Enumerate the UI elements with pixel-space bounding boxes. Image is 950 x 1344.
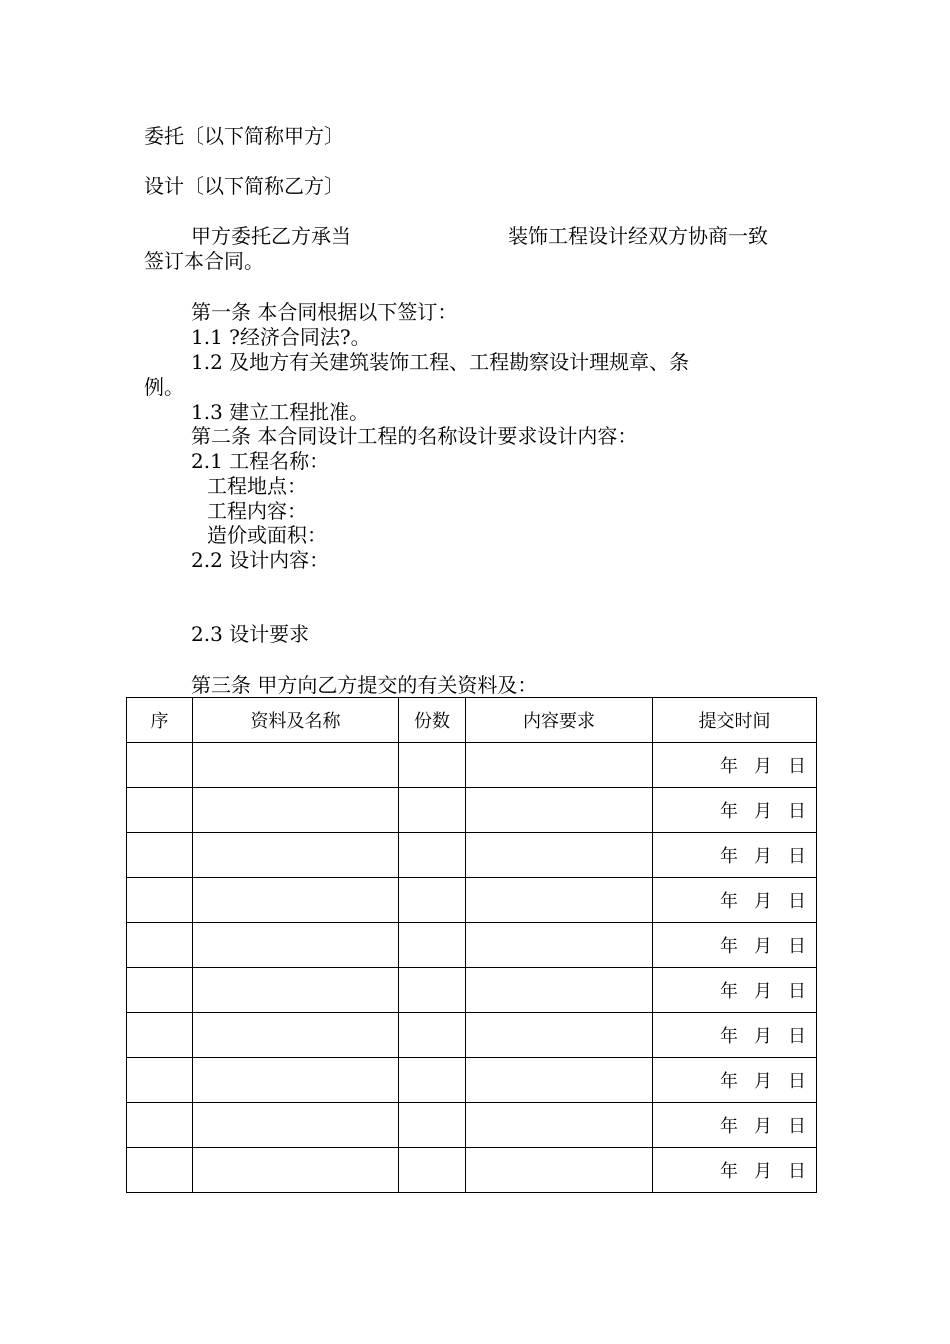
date-month: 月 <box>754 846 772 867</box>
cell-copies[interactable] <box>399 878 466 923</box>
table-header-row <box>127 698 817 743</box>
cell-seq[interactable] <box>127 878 193 923</box>
cell-name[interactable] <box>193 968 399 1013</box>
item-1-2: 1.2 及地方有关建筑装饰工程、工程勘察设计理规章、条 <box>191 350 690 374</box>
cell-name[interactable] <box>193 1013 399 1058</box>
date-year: 年 <box>720 846 738 867</box>
cell-date[interactable] <box>653 1058 817 1103</box>
table-row <box>127 833 817 878</box>
materials-table <box>126 697 817 1193</box>
cell-requirements[interactable] <box>466 788 653 833</box>
article2-title: 第二条 本合同设计工程的名称设计要求设计内容： <box>191 424 638 448</box>
cell-name[interactable] <box>193 788 399 833</box>
date-year: 年 <box>720 756 738 777</box>
item-content: 工程内容： <box>207 499 307 523</box>
date-year: 年 <box>720 891 738 912</box>
date-day: 日 <box>788 846 806 867</box>
cell-seq[interactable] <box>127 1148 193 1193</box>
item-location: 工程地点： <box>207 474 307 498</box>
header-copies: 份数 <box>399 698 466 743</box>
cell-requirements[interactable] <box>466 1013 653 1058</box>
party-a-line: 委托〔以下简称甲方〕 <box>144 124 344 148</box>
item-cost: 造价或面积： <box>207 523 327 547</box>
date-year: 年 <box>720 936 738 957</box>
cell-seq[interactable] <box>127 743 193 788</box>
table-row <box>127 923 817 968</box>
item-2-3: 2.3 设计要求 <box>191 622 310 646</box>
cell-date[interactable] <box>653 788 817 833</box>
table-row <box>127 1013 817 1058</box>
table-row <box>127 788 817 833</box>
cell-seq[interactable] <box>127 1058 193 1103</box>
date-month: 月 <box>754 936 772 957</box>
date-day: 日 <box>788 1071 806 1092</box>
cell-date[interactable] <box>653 1148 817 1193</box>
header-seq: 序 <box>127 698 193 743</box>
header-requirements: 内容要求 <box>466 698 653 743</box>
date-day: 日 <box>788 801 806 822</box>
date-month: 月 <box>754 1071 772 1092</box>
cell-requirements[interactable] <box>466 1058 653 1103</box>
cell-name[interactable] <box>193 878 399 923</box>
date-day: 日 <box>788 1026 806 1047</box>
cell-copies[interactable] <box>399 788 466 833</box>
item-1-3: 1.3 建立工程批准。 <box>191 400 370 424</box>
cell-copies[interactable] <box>399 923 466 968</box>
cell-date[interactable] <box>653 833 817 878</box>
date-day: 日 <box>788 756 806 777</box>
intro-line2: 签订本合同。 <box>144 249 264 273</box>
cell-name[interactable] <box>193 743 399 788</box>
date-month: 月 <box>754 801 772 822</box>
article3-title: 第三条 甲方向乙方提交的有关资料及： <box>191 673 538 697</box>
cell-copies[interactable] <box>399 833 466 878</box>
cell-date[interactable] <box>653 923 817 968</box>
table-row <box>127 743 817 788</box>
cell-requirements[interactable] <box>466 878 653 923</box>
cell-name[interactable] <box>193 1103 399 1148</box>
date-day: 日 <box>788 1116 806 1137</box>
cell-date[interactable] <box>653 968 817 1013</box>
table-row <box>127 878 817 923</box>
cell-requirements[interactable] <box>466 923 653 968</box>
date-month: 月 <box>754 756 772 777</box>
date-day: 日 <box>788 1161 806 1182</box>
article1-title: 第一条 本合同根据以下签订： <box>191 300 458 324</box>
cell-name[interactable] <box>193 923 399 968</box>
cell-copies[interactable] <box>399 1058 466 1103</box>
cell-name[interactable] <box>193 833 399 878</box>
intro-part1: 甲方委托乙方承当 <box>191 224 351 248</box>
table-row <box>127 1058 817 1103</box>
date-month: 月 <box>754 1026 772 1047</box>
cell-seq[interactable] <box>127 1013 193 1058</box>
cell-copies[interactable] <box>399 743 466 788</box>
date-month: 月 <box>754 1161 772 1182</box>
cell-name[interactable] <box>193 1148 399 1193</box>
date-day: 日 <box>788 891 806 912</box>
cell-requirements[interactable] <box>466 1148 653 1193</box>
cell-requirements[interactable] <box>466 1103 653 1148</box>
item-2-1: 2.1 工程名称： <box>191 449 330 473</box>
header-name: 资料及名称 <box>193 698 399 743</box>
cell-requirements[interactable] <box>466 743 653 788</box>
cell-seq[interactable] <box>127 1103 193 1148</box>
cell-requirements[interactable] <box>466 833 653 878</box>
date-day: 日 <box>788 981 806 1002</box>
date-year: 年 <box>720 801 738 822</box>
date-year: 年 <box>720 1116 738 1137</box>
item-1-2-cont: 例。 <box>144 375 184 399</box>
cell-date[interactable] <box>653 1103 817 1148</box>
date-year: 年 <box>720 1071 738 1092</box>
cell-date[interactable] <box>653 1013 817 1058</box>
date-month: 月 <box>754 981 772 1002</box>
cell-seq[interactable] <box>127 833 193 878</box>
cell-seq[interactable] <box>127 968 193 1013</box>
party-b-line: 设计〔以下简称乙方〕 <box>144 174 344 198</box>
intro-part2: 装饰工程设计经双方协商一致 <box>508 224 768 248</box>
table-row <box>127 1103 817 1148</box>
cell-copies[interactable] <box>399 968 466 1013</box>
cell-seq[interactable] <box>127 788 193 833</box>
item-1-1: 1.1 ?经济合同法?。 <box>191 325 371 349</box>
cell-copies[interactable] <box>399 1013 466 1058</box>
item-2-2: 2.2 设计内容： <box>191 548 330 572</box>
cell-date[interactable] <box>653 743 817 788</box>
date-month: 月 <box>754 1116 772 1137</box>
cell-seq[interactable] <box>127 923 193 968</box>
date-year: 年 <box>720 981 738 1002</box>
header-date: 提交时间 <box>653 698 817 743</box>
table-row <box>127 968 817 1013</box>
table-row <box>127 1148 817 1193</box>
date-month: 月 <box>754 891 772 912</box>
cell-name[interactable] <box>193 1058 399 1103</box>
date-year: 年 <box>720 1161 738 1182</box>
cell-copies[interactable] <box>399 1103 466 1148</box>
cell-copies[interactable] <box>399 1148 466 1193</box>
date-year: 年 <box>720 1026 738 1047</box>
date-day: 日 <box>788 936 806 957</box>
cell-requirements[interactable] <box>466 968 653 1013</box>
cell-date[interactable] <box>653 878 817 923</box>
